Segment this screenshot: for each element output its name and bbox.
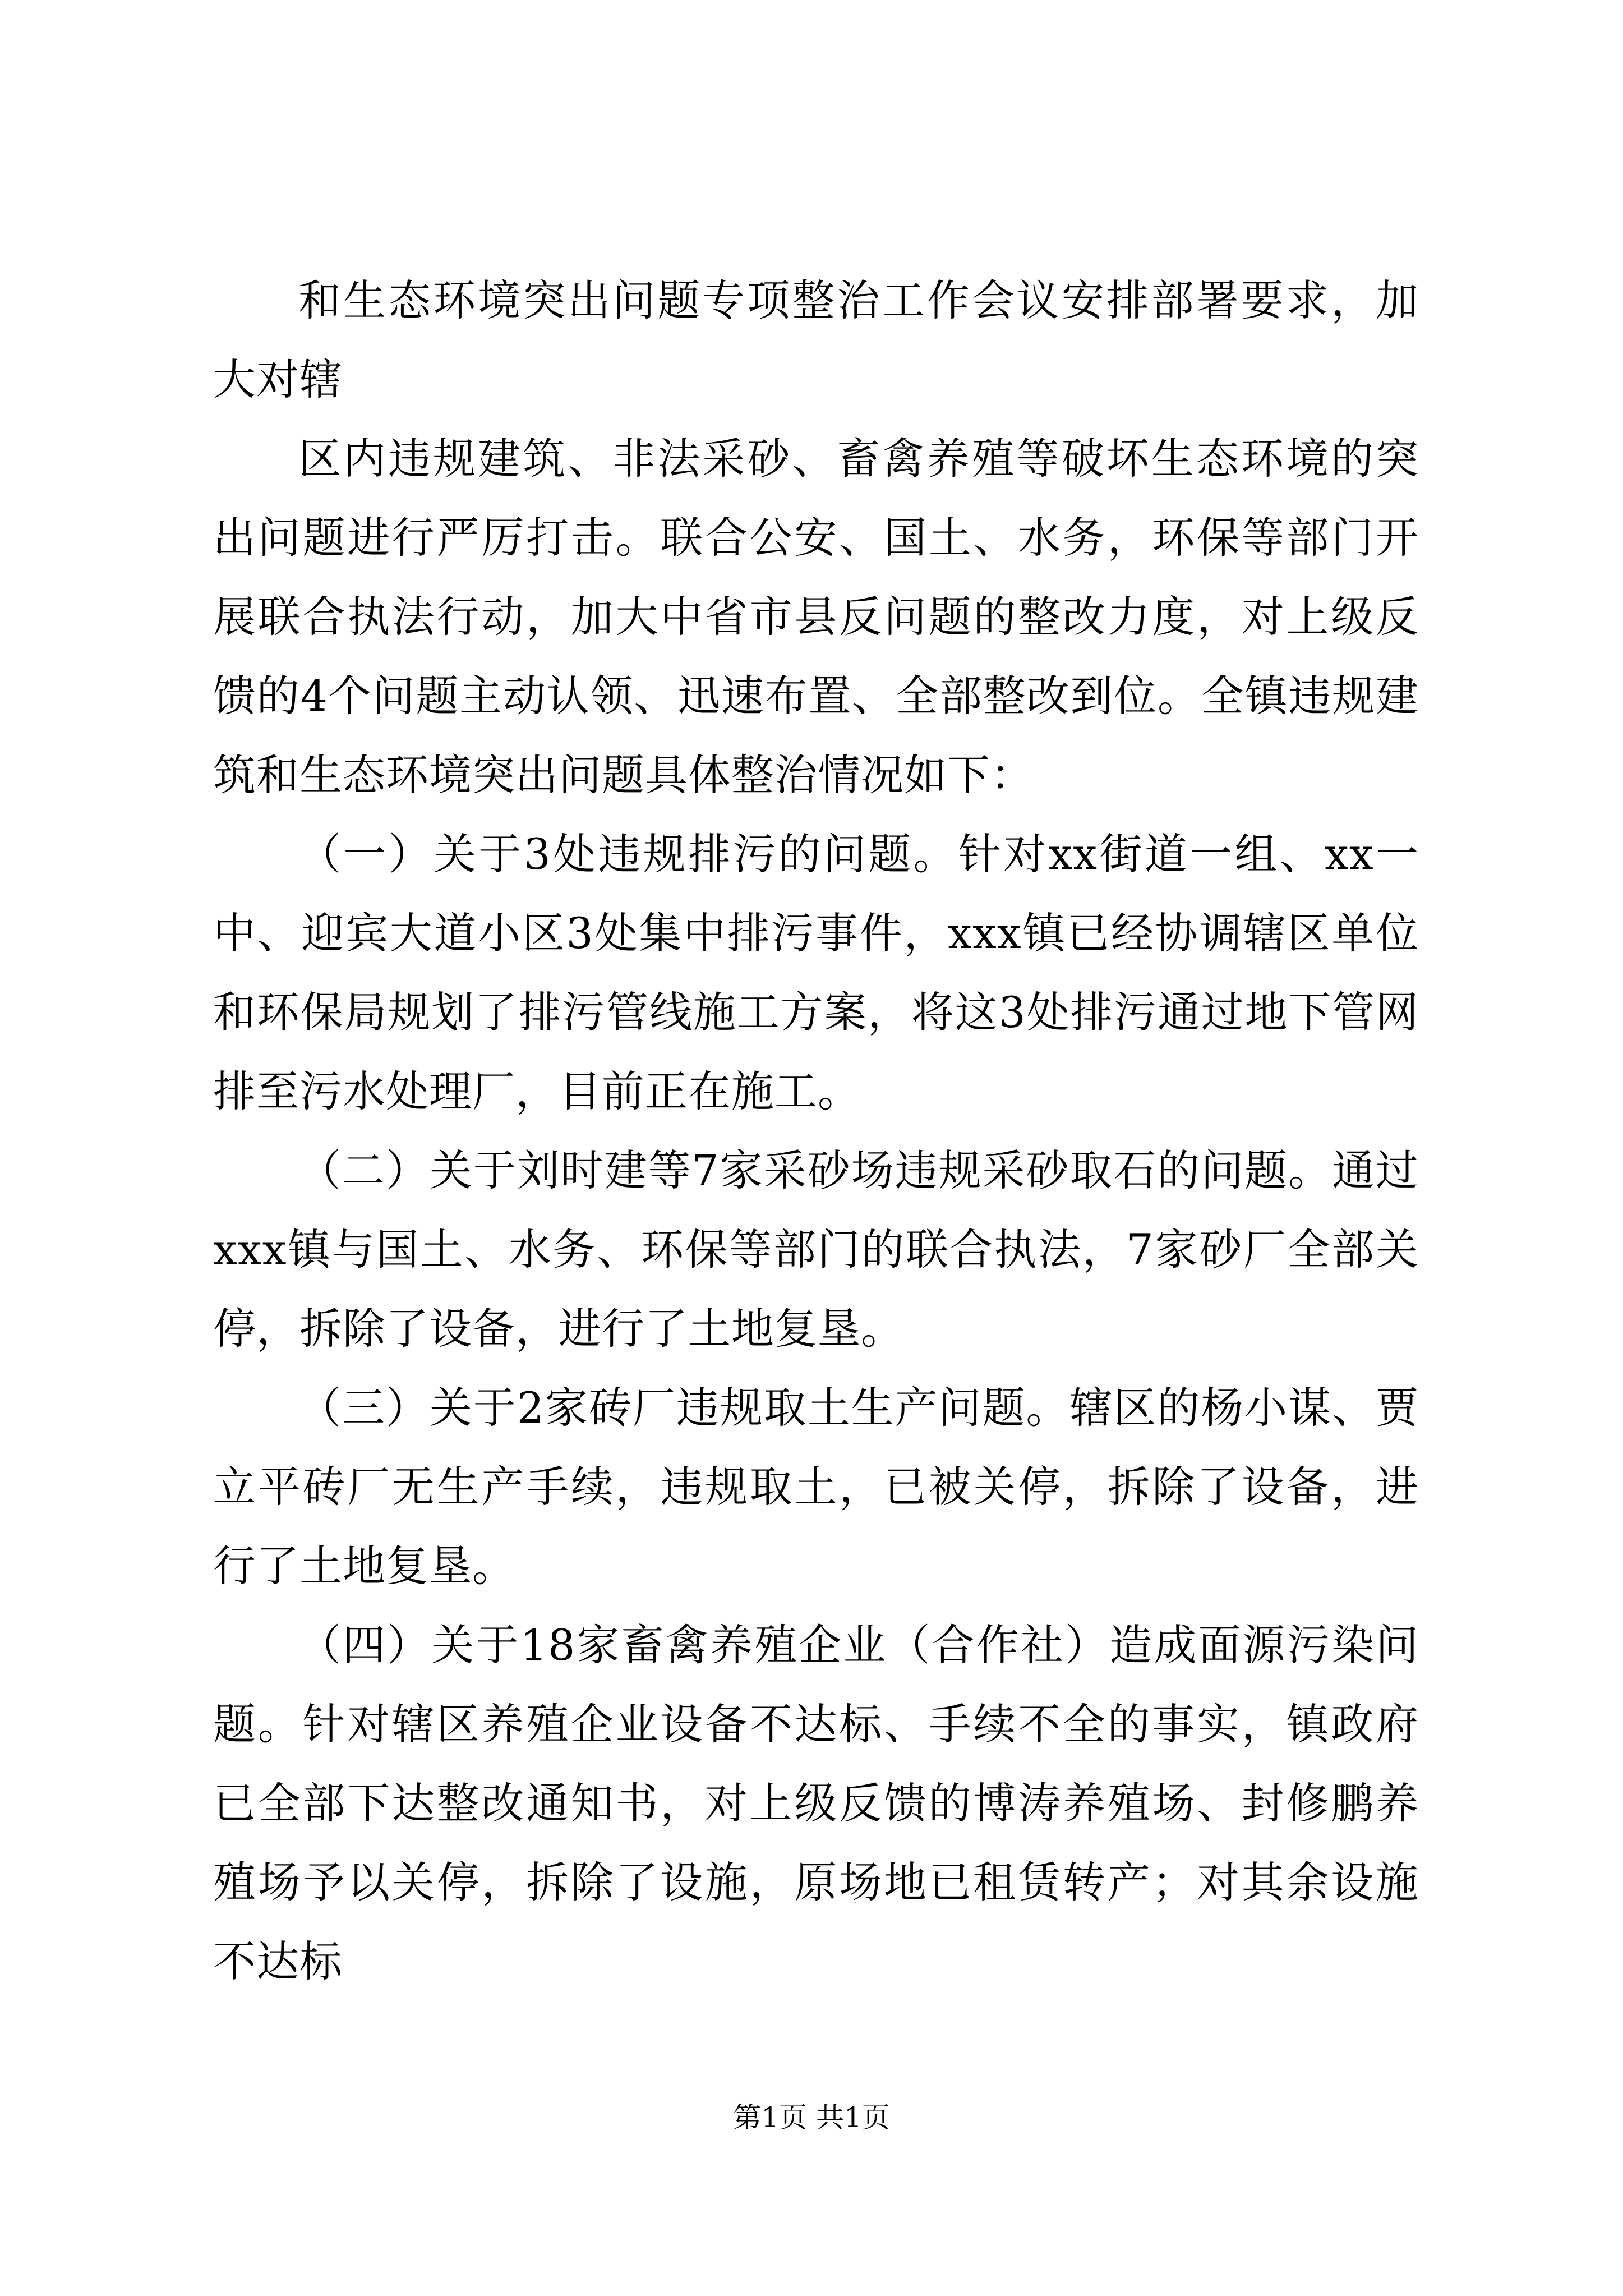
- paragraph-item-1-sewage: （一）关于3处违规排污的问题。针对xx街道一组、xx一中、迎宾大道小区3处集中排污事件，xxx镇已经协调辖区单位和环保局规划了排污管线施工方案，将这3处排污通过地下管网排至污水处理厂，目前正在施工。: [213, 829, 1419, 1116]
- paragraph-item-4-livestock: （四）关于18家畜禽养殖企业（合作社）造成面源污染问题。针对辖区养殖企业设备不达标、手续不全的事实，镇政府已全部下达整改通知书，对上级反馈的博涛养殖场、封修鹏养殖场予以关停，拆除了设施，原场地已租赁转产；对其余设施不达标: [213, 1620, 1419, 1986]
- page-footer: 第1页 共1页: [733, 2101, 890, 2134]
- paragraph-item-2-sand-mining: （二）关于刘时建等7家采砂场违规采砂取石的问题。通过xxx镇与国土、水务、环保等部门的联合执法，7家砂厂全部关停，拆除了设备，进行了土地复垦。: [213, 1145, 1419, 1354]
- paragraph-enforcement: 区内违规建筑、非法采砂、畜禽养殖等破坏生态环境的突出问题进行严厉打击。联合公安、国土、水务，环保等部门开展联合执法行动，加大中省市县反问题的整改力度，对上级反馈的4个问题主动认领、迅速布置、全部整改到位。全镇违规建筑和生态环境突出问题具体整治情况如下：: [213, 434, 1419, 800]
- paragraph-item-3-brick-factory: （三）关于2家砖厂违规取土生产问题。辖区的杨小谋、贾立平砖厂无生产手续，违规取土，已被关停，拆除了设备，进行了土地复垦。: [213, 1383, 1419, 1591]
- document-body: [213, 261, 1419, 2001]
- paragraph-intro: 和生态环境突出问题专项整治工作会议安排部署要求，加大对辖: [213, 275, 1419, 404]
